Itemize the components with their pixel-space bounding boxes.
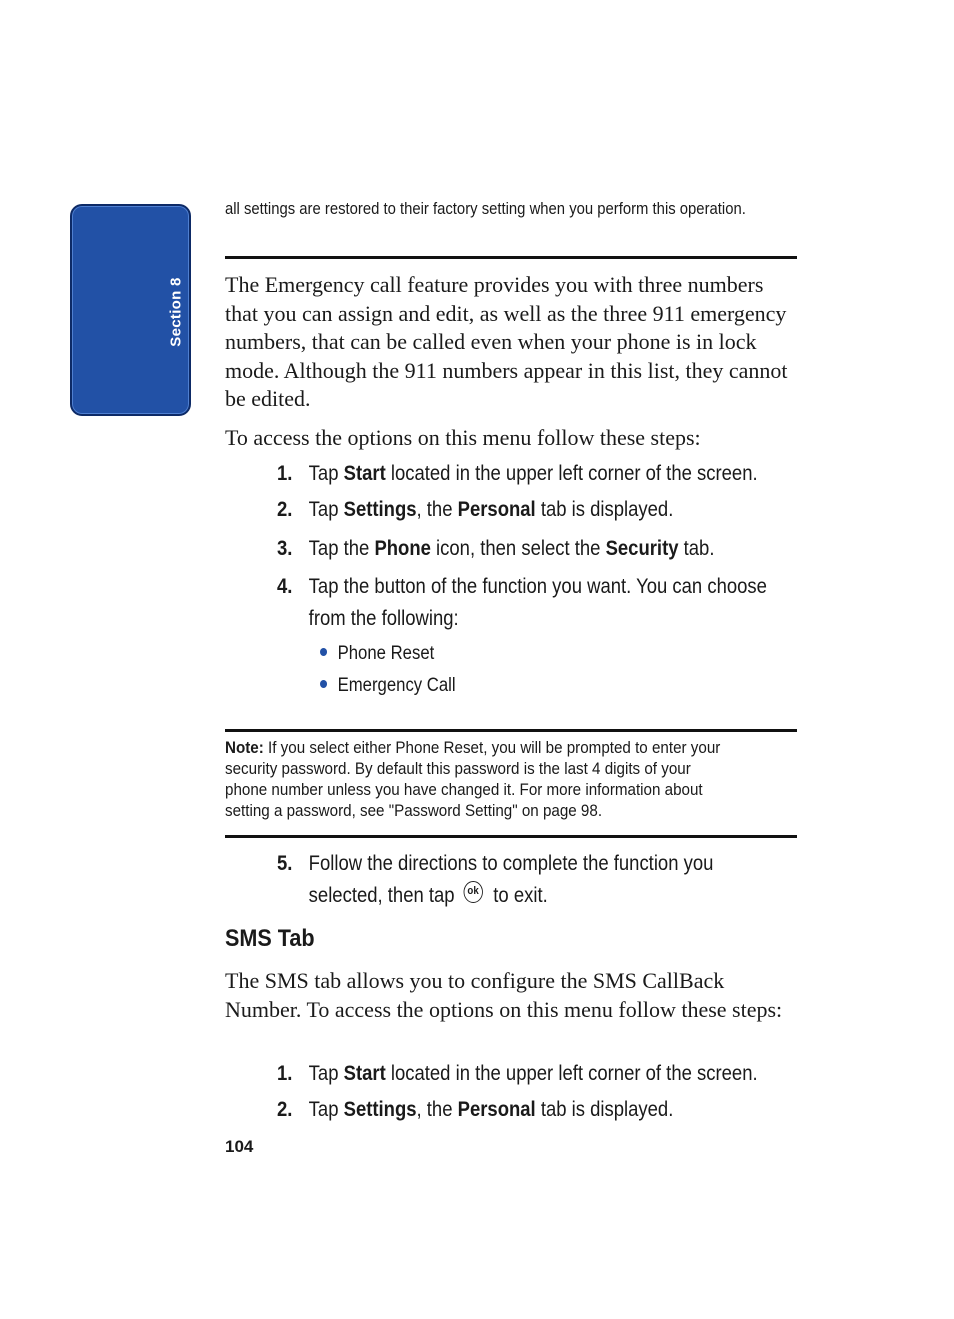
bullet-item: Phone Reset xyxy=(320,642,584,666)
step-text: Tap the button of the function you want. You can choose from the following: xyxy=(308,575,767,630)
bullet-dot-icon xyxy=(320,648,327,656)
bullet-item: Emergency Call xyxy=(320,674,584,698)
step-number: 2. xyxy=(277,1098,293,1121)
divider-rule xyxy=(225,256,797,259)
step-text: Tap Settings, the Personal tab is displayed. xyxy=(308,498,674,521)
step-text: Tap Start located in the upper left corner of the screen. xyxy=(308,462,758,485)
step-number: 5. xyxy=(277,852,293,875)
step-number: 1. xyxy=(277,462,293,485)
emergency-paragraph: The Emergency call feature provides you with three numbers that you can assign and edit, as well as the three 911 emergency numbers, that can be called even when your phone is in lock mode. Although the 911 numbers appear in this list, they cannot be edited. xyxy=(225,272,788,411)
step-text: Tap Start located in the upper left corner of the screen. xyxy=(308,1062,758,1085)
sms-tab-heading: SMS Tab xyxy=(225,925,315,952)
note-top-rule xyxy=(225,729,797,732)
note-bottom-rule xyxy=(225,835,797,838)
intro-text: all settings are restored to their factory setting when you perform this operation. xyxy=(225,200,746,218)
ok-icon: ok xyxy=(463,881,482,903)
section-tab-label: Section 8 xyxy=(167,277,185,347)
note-label: Note: xyxy=(225,738,264,757)
page-number: 104 xyxy=(225,1137,254,1156)
step-number: 2. xyxy=(277,498,293,521)
step-text: Tap the Phone icon, then select the Security tab. xyxy=(308,537,715,560)
step-number: 3. xyxy=(277,537,293,560)
note-block: Note: If you select either Phone Reset, you will be prompted to enter your security password. By default this password is the last 4 digits of your phone number unless you have changed it. For more information about setting a password, see "Password Setting" on page 98. xyxy=(225,738,721,820)
bullet-dot-icon xyxy=(320,680,327,688)
step-number: 4. xyxy=(277,575,293,598)
sms-paragraph: The SMS tab allows you to configure the SMS CallBack Number. To access the options on this menu follow these steps: xyxy=(225,968,783,1022)
access-paragraph: To access the options on this menu follow these steps: xyxy=(225,425,701,450)
step-text: Follow the directions to complete the function you selected, then tap ok to exit. xyxy=(308,852,714,907)
step-text: Tap Settings, the Personal tab is displayed. xyxy=(308,1098,674,1121)
step-number: 1. xyxy=(277,1062,293,1085)
